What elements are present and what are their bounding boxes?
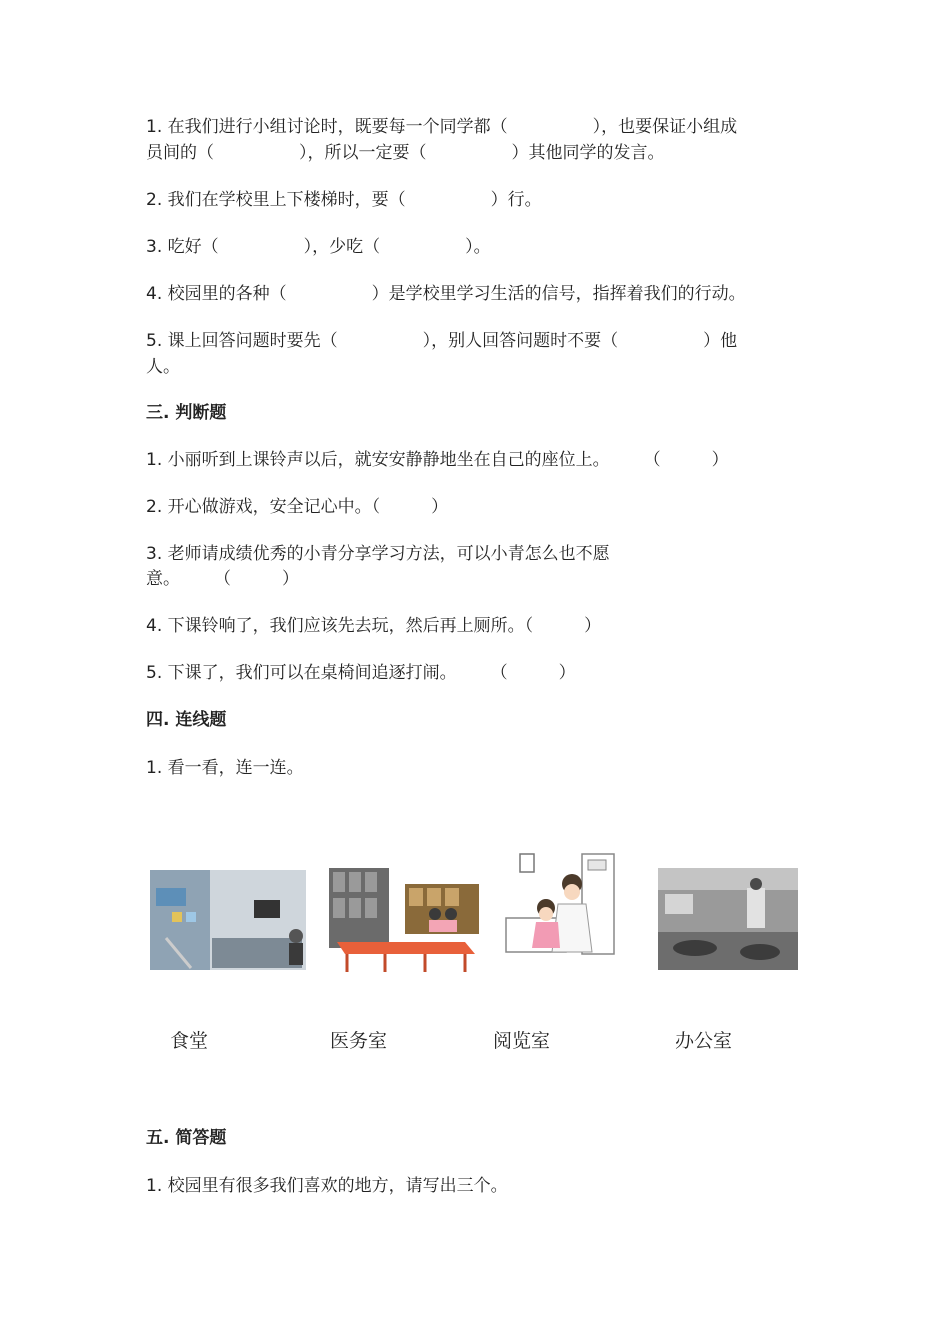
fill-q3: 3. 吃好（ ），少吃（ ）。	[146, 237, 491, 257]
canteen-picture	[655, 848, 800, 978]
judge-q3-line1: 3. 老师请成绩优秀的小青分享学习方法，可以小青怎么也不愿	[146, 544, 610, 564]
clinic-picture	[500, 848, 640, 978]
judge-q1: 1. 小丽听到上课铃声以后，就安安静静地坐在自己的座位上。 （ ）	[146, 450, 729, 470]
judge-heading: 三. 判断题	[146, 403, 227, 423]
judge-q4: 4. 下课铃响了，我们应该先去玩，然后再上厕所。（ ）	[146, 616, 602, 636]
reading-room-picture	[325, 848, 485, 978]
fill-q2: 2. 我们在学校里上下楼梯时，要（ ）行。	[146, 190, 542, 210]
match-label-canteen: 食堂	[170, 1030, 209, 1052]
short-heading: 五. 简答题	[146, 1128, 227, 1148]
fill-q5-line2: 人。	[146, 357, 180, 377]
match-heading: 四. 连线题	[146, 710, 227, 730]
match-label-clinic: 医务室	[330, 1030, 388, 1052]
fill-q5-line1: 5. 课上回答问题时要先（ ），别人回答问题时不要（ ）他	[146, 331, 738, 351]
match-label-office: 办公室	[675, 1030, 733, 1052]
fill-q1-line1: 1. 在我们进行小组讨论时，既要每一个同学都（ ），也要保证小组成	[146, 117, 738, 137]
office-picture	[146, 848, 310, 978]
fill-q1-line2: 员间的（ ），所以一定要（ ）其他同学的发言。	[146, 143, 665, 163]
match-label-reading-room: 阅览室	[493, 1030, 551, 1052]
short-q1: 1. 校园里有很多我们喜欢的地方，请写出三个。	[146, 1176, 508, 1196]
judge-q2: 2. 开心做游戏，安全记心中。（ ）	[146, 497, 449, 517]
match-q1: 1. 看一看，连一连。	[146, 758, 304, 778]
judge-q3-line2: 意。 （ ）	[146, 569, 299, 589]
judge-q5: 5. 下课了，我们可以在桌椅间追逐打闹。 （ ）	[146, 663, 576, 683]
fill-q4: 4. 校园里的各种（ ）是学校里学习生活的信号，指挥着我们的行动。	[146, 284, 746, 304]
